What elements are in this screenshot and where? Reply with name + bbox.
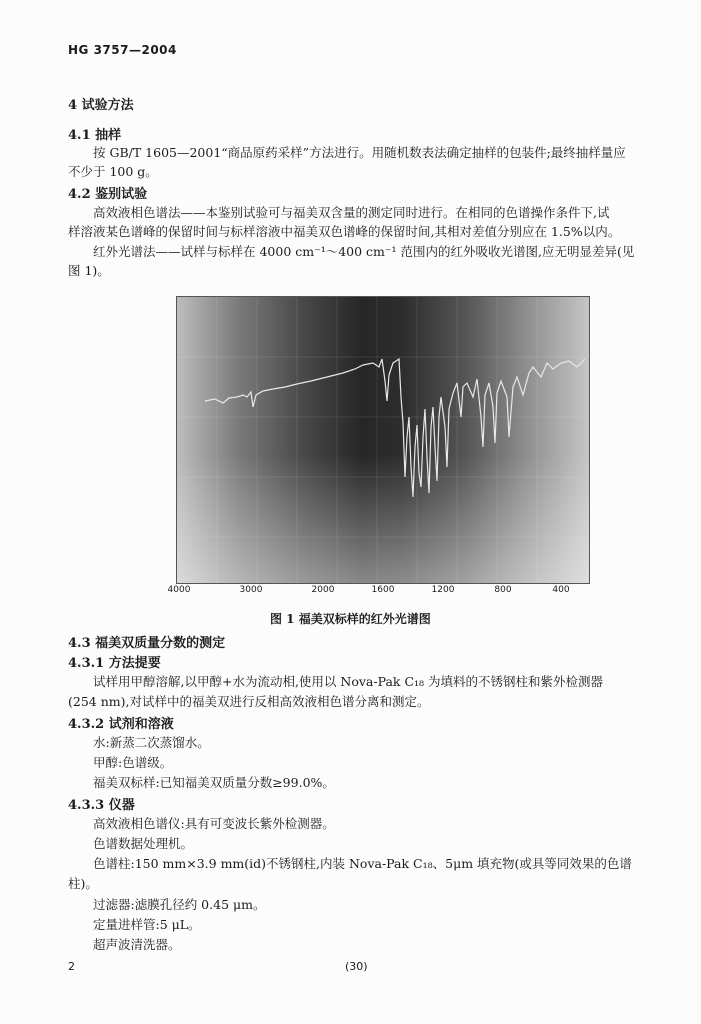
section-4-1-para-line2: 不少于 100 g。: [68, 164, 158, 179]
instrument-column-line1: 色谱柱:150 mm×3.9 mm(id)不锈钢柱,内装 Nova-Pak C₁₈、5μm 填充物(或具等同效果的色谱: [93, 856, 632, 871]
section-4-2-ir-line2: 图 1)。: [68, 263, 110, 278]
spectrum-trace: [205, 359, 585, 497]
section-4-1-para-line1: 按 GB/T 1605—2001“商品原药采样”方法进行。用随机数表法确定抽样的包装件;最终抽样量应: [93, 145, 626, 160]
section-4-2-hplc-line1: 高效液相色谱法——本鉴别试验可与福美双含量的测定同时进行。在相同的色谱操作条件下,试: [93, 205, 610, 220]
section-4-3-1-title: 4.3.1 方法提要: [68, 656, 161, 671]
x-tick-4000: 4000: [167, 585, 191, 595]
section-4-3-title: 4.3 福美双质量分数的测定: [68, 636, 226, 651]
ir-spectrum-plot: [177, 297, 589, 583]
document-code: HG 3757—2004: [68, 43, 177, 57]
instrument-injection-loop: 定量进样管:5 μL。: [93, 917, 201, 932]
reagent-water: 水:新蒸二次蒸馏水。: [93, 735, 210, 750]
instrument-ultrasonic-cleaner: 超声波清洗器。: [93, 937, 181, 952]
page-number: 2: [68, 960, 75, 973]
instrument-hplc: 高效液相色谱仪:具有可变波长紫外检测器。: [93, 816, 335, 831]
reagent-thiram-standard: 福美双标样:已知福美双质量分数≥99.0%。: [93, 775, 335, 790]
instrument-data-processor: 色谱数据处理机。: [93, 836, 194, 851]
x-tick-3000: 3000: [239, 585, 263, 595]
section-4-1-title: 4.1 抽样: [68, 128, 122, 143]
section-4-3-1-line1: 试样用甲醇溶解,以甲醇+水为流动相,使用以 Nova-Pak C₁₈ 为填料的不锈钢柱和紫外检测器: [93, 674, 604, 689]
x-tick-800: 800: [494, 585, 512, 595]
ir-spectrum-figure: [176, 296, 590, 584]
section-4-3-2-title: 4.3.2 试剂和溶液: [68, 717, 174, 732]
instrument-filter: 过滤器:滤膜孔径约 0.45 μm。: [93, 897, 266, 912]
section-4-2-title: 4.2 鉴别试验: [68, 187, 148, 202]
figure-caption: 图 1 福美双标样的红外光谱图: [270, 612, 431, 626]
spectrum-grid: [177, 297, 589, 583]
x-tick-1600: 1600: [371, 585, 395, 595]
x-tick-2000: 2000: [311, 585, 335, 595]
section-4-3-3-title: 4.3.3 仪器: [68, 798, 135, 813]
section-4-3-1-line2: (254 nm),对试样中的福美双进行反相高效液相色谱分离和测定。: [68, 694, 430, 709]
section-4-title: 4 试验方法: [68, 98, 134, 113]
section-4-2-ir-line1: 红外光谱法——试样与标样在 4000 cm⁻¹～400 cm⁻¹ 范围内的红外吸收光谱图,应无明显差异(见: [93, 244, 635, 259]
page-reference: (30): [345, 960, 368, 973]
reagent-methanol: 甲醇:色谱级。: [93, 755, 173, 770]
x-tick-1200: 1200: [431, 585, 455, 595]
instrument-column-line2: 柱)。: [68, 876, 98, 891]
x-tick-400: 400: [552, 585, 570, 595]
section-4-2-hplc-line2: 样溶液某色谱峰的保留时间与标样溶液中福美双色谱峰的保留时间,其相对差值分别应在 1.5%以内。: [68, 224, 621, 239]
